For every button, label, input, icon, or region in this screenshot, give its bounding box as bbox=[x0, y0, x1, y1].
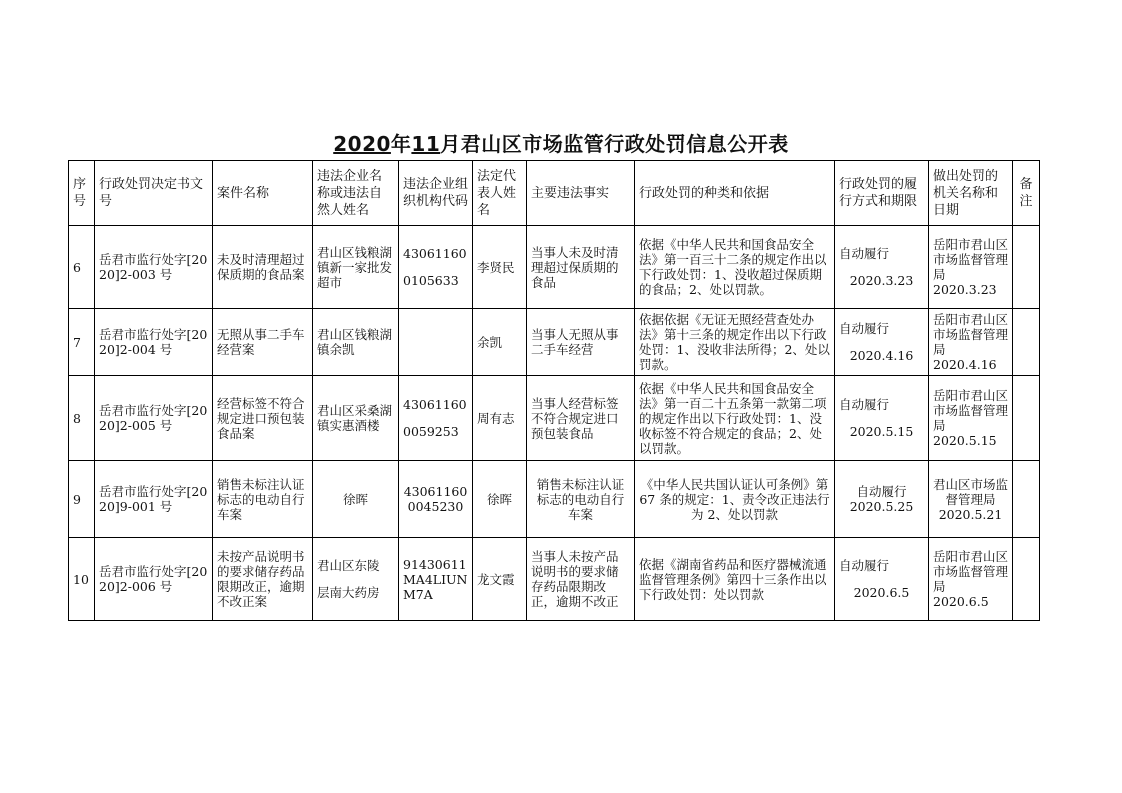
method-date: 2020.5.25 bbox=[849, 499, 914, 514]
party-part-2: 层南大药房 bbox=[317, 585, 380, 600]
cell-org-code bbox=[399, 461, 473, 538]
cell-penalty: 依据依据《无证无照经营查处办法》第十三条的规定作出以下行政处罚：1、没收非法所得；2、处以罚款。 bbox=[635, 309, 835, 376]
cell-doc-no: 岳君市监行处字[2020]2-003 号 bbox=[95, 226, 213, 309]
cell-party: 君山区采桑湖镇实惠酒楼 bbox=[313, 376, 399, 461]
agency-name: 岳阳市君山区市场监督管理局 bbox=[933, 312, 1009, 357]
org-code-part-2: 0045230 bbox=[407, 499, 464, 514]
cell-penalty: 依据《中华人民共和国食品安全法》第一百三十二条的规定作出以下行政处罚：1、没收超过保质期的食品；2、处以罚款。 bbox=[635, 226, 835, 309]
org-code-part-1: 43061160 bbox=[403, 484, 468, 499]
cell-doc-no: 岳君市监行处字[2020]2-004 号 bbox=[95, 309, 213, 376]
cell-seq: 7 bbox=[69, 309, 95, 376]
header-facts: 主要违法事实 bbox=[527, 161, 635, 226]
cell-method bbox=[835, 461, 929, 538]
cell-org-code bbox=[399, 376, 473, 461]
cell-doc-no: 岳君市监行处字[2020]2-006 号 bbox=[95, 538, 213, 621]
header-case: 案件名称 bbox=[213, 161, 313, 226]
cell-rep: 周有志 bbox=[473, 376, 527, 461]
cell-penalty: 《中华人民共国认证认可条例》第 67 条的规定：1、责令改正违法行为 2、处以罚款 bbox=[635, 461, 835, 538]
cell-org-code bbox=[399, 226, 473, 309]
agency-name: 岳阳市君山区市场监督管理局 bbox=[933, 549, 1009, 594]
table-row bbox=[69, 309, 1040, 376]
agency-date: 2020.5.21 bbox=[938, 506, 1003, 522]
page-title bbox=[0, 128, 1122, 157]
cell-rep: 龙文霞 bbox=[473, 538, 527, 621]
title-month: 11 bbox=[411, 132, 441, 156]
header-agency: 做出处罚的机关名称和日期 bbox=[929, 161, 1013, 226]
cell-party: 君山区钱粮湖镇余凯 bbox=[313, 309, 399, 376]
cell-party: 君山区钱粮湖镇新一家批发超市 bbox=[313, 226, 399, 309]
agency-name: 岳阳市君山区市场监督管理局 bbox=[933, 388, 1009, 433]
cell-seq: 10 bbox=[69, 538, 95, 621]
org-code-part-2: 0105633 bbox=[403, 273, 459, 288]
table-row bbox=[69, 376, 1040, 461]
penalty-table bbox=[68, 160, 1040, 621]
method-text: 自动履行 bbox=[839, 246, 890, 261]
cell-note bbox=[1013, 309, 1040, 376]
method-date: 2020.6.5 bbox=[853, 585, 910, 600]
header-penalty: 行政处罚的种类和依据 bbox=[635, 161, 835, 226]
cell-facts: 当事人无照从事二手车经营 bbox=[527, 309, 635, 376]
cell-penalty: 依据《湖南省药品和医疗器械流通监督管理条例》第四十三条作出以下行政处罚：处以罚款 bbox=[635, 538, 835, 621]
cell-doc-no: 岳君市监行处字[2020]9-001 号 bbox=[95, 461, 213, 538]
cell-org-code bbox=[399, 538, 473, 621]
header-party: 违法企业名称或违法自然人姓名 bbox=[313, 161, 399, 226]
header-seq: 序号 bbox=[69, 161, 95, 226]
header-note: 备注 bbox=[1013, 161, 1040, 226]
agency-name: 君山区市场监督管理局 bbox=[933, 476, 1009, 507]
cell-method bbox=[835, 538, 929, 621]
title-year: 2020 bbox=[333, 132, 391, 156]
party-part-1: 君山区东陵 bbox=[317, 558, 380, 573]
table-row bbox=[69, 226, 1040, 309]
cell-rep: 徐晖 bbox=[473, 461, 527, 538]
cell-case: 无照从事二手车经营案 bbox=[213, 309, 313, 376]
cell-method bbox=[835, 376, 929, 461]
table-row bbox=[69, 461, 1040, 538]
cell-seq: 8 bbox=[69, 376, 95, 461]
cell-note bbox=[1013, 376, 1040, 461]
org-code-part-1: 43061160 bbox=[403, 246, 467, 261]
cell-org-code bbox=[399, 309, 473, 376]
table-row bbox=[69, 538, 1040, 621]
method-date: 2020.4.16 bbox=[849, 348, 914, 363]
cell-case: 经营标签不符合规定进口预包装食品案 bbox=[213, 376, 313, 461]
agency-date: 2020.5.15 bbox=[933, 433, 997, 448]
agency-name: 岳阳市君山区市场监督管理局 bbox=[933, 237, 1009, 282]
cell-rep: 李贤民 bbox=[473, 226, 527, 309]
cell-party: 徐晖 bbox=[313, 461, 399, 538]
cell-seq: 9 bbox=[69, 461, 95, 538]
cell-doc-no: 岳君市监行处字[2020]2-005 号 bbox=[95, 376, 213, 461]
agency-date: 2020.6.5 bbox=[933, 594, 989, 609]
method-text: 自动履行 bbox=[839, 321, 890, 336]
cell-agency bbox=[929, 461, 1013, 538]
agency-date: 2020.3.23 bbox=[933, 282, 997, 297]
table-header-row bbox=[69, 161, 1040, 226]
title-year-char: 年 bbox=[390, 132, 412, 156]
header-rep: 法定代表人姓名 bbox=[473, 161, 527, 226]
cell-case: 未按产品说明书的要求储存药品限期改正，逾期不改正案 bbox=[213, 538, 313, 621]
cell-facts: 当事人未按产品说明书的要求储存药品限期改正，逾期不改正 bbox=[527, 538, 635, 621]
cell-agency bbox=[929, 309, 1013, 376]
cell-method bbox=[835, 226, 929, 309]
cell-facts: 销售未标注认证标志的电动自行车案 bbox=[527, 461, 635, 538]
method-text: 自动履行 bbox=[839, 558, 890, 573]
cell-agency bbox=[929, 538, 1013, 621]
method-text: 自动履行 bbox=[839, 397, 890, 412]
cell-agency bbox=[929, 226, 1013, 309]
org-code-part-2: 0059253 bbox=[403, 424, 459, 439]
cell-penalty: 依据《中华人民共和国食品安全法》第一百二十五条第一款第二项的规定作出以下行政处罚：1、没收标签不符合规定的食品；2、处以罚款。 bbox=[635, 376, 835, 461]
title-rest: 月君山区市场监管行政处罚信息公开表 bbox=[440, 132, 789, 156]
agency-date: 2020.4.16 bbox=[933, 357, 997, 372]
method-date: 2020.5.15 bbox=[849, 424, 914, 439]
header-doc-no: 行政处罚决定书文号 bbox=[95, 161, 213, 226]
header-org-code: 违法企业组织机构代码 bbox=[399, 161, 473, 226]
cell-note bbox=[1013, 461, 1040, 538]
cell-note bbox=[1013, 538, 1040, 621]
cell-rep: 余凯 bbox=[473, 309, 527, 376]
org-code-part-1: 91430611 bbox=[403, 556, 467, 572]
cell-agency bbox=[929, 376, 1013, 461]
cell-party bbox=[313, 538, 399, 621]
cell-method bbox=[835, 309, 929, 376]
org-code-part-2: MA4LIUNM7A bbox=[403, 571, 468, 602]
method-text: 自动履行 bbox=[856, 484, 907, 499]
method-date: 2020.3.23 bbox=[849, 273, 914, 288]
cell-case: 销售未标注认证标志的电动自行车案 bbox=[213, 461, 313, 538]
cell-note bbox=[1013, 226, 1040, 309]
cell-case: 未及时清理超过保质期的食品案 bbox=[213, 226, 313, 309]
cell-facts: 当事人未及时清理超过保质期的食品 bbox=[527, 226, 635, 309]
header-method: 行政处罚的履行方式和期限 bbox=[835, 161, 929, 226]
org-code-part-1: 43061160 bbox=[403, 397, 467, 412]
cell-facts: 当事人经营标签不符合规定进口预包装食品 bbox=[527, 376, 635, 461]
cell-seq: 6 bbox=[69, 226, 95, 309]
